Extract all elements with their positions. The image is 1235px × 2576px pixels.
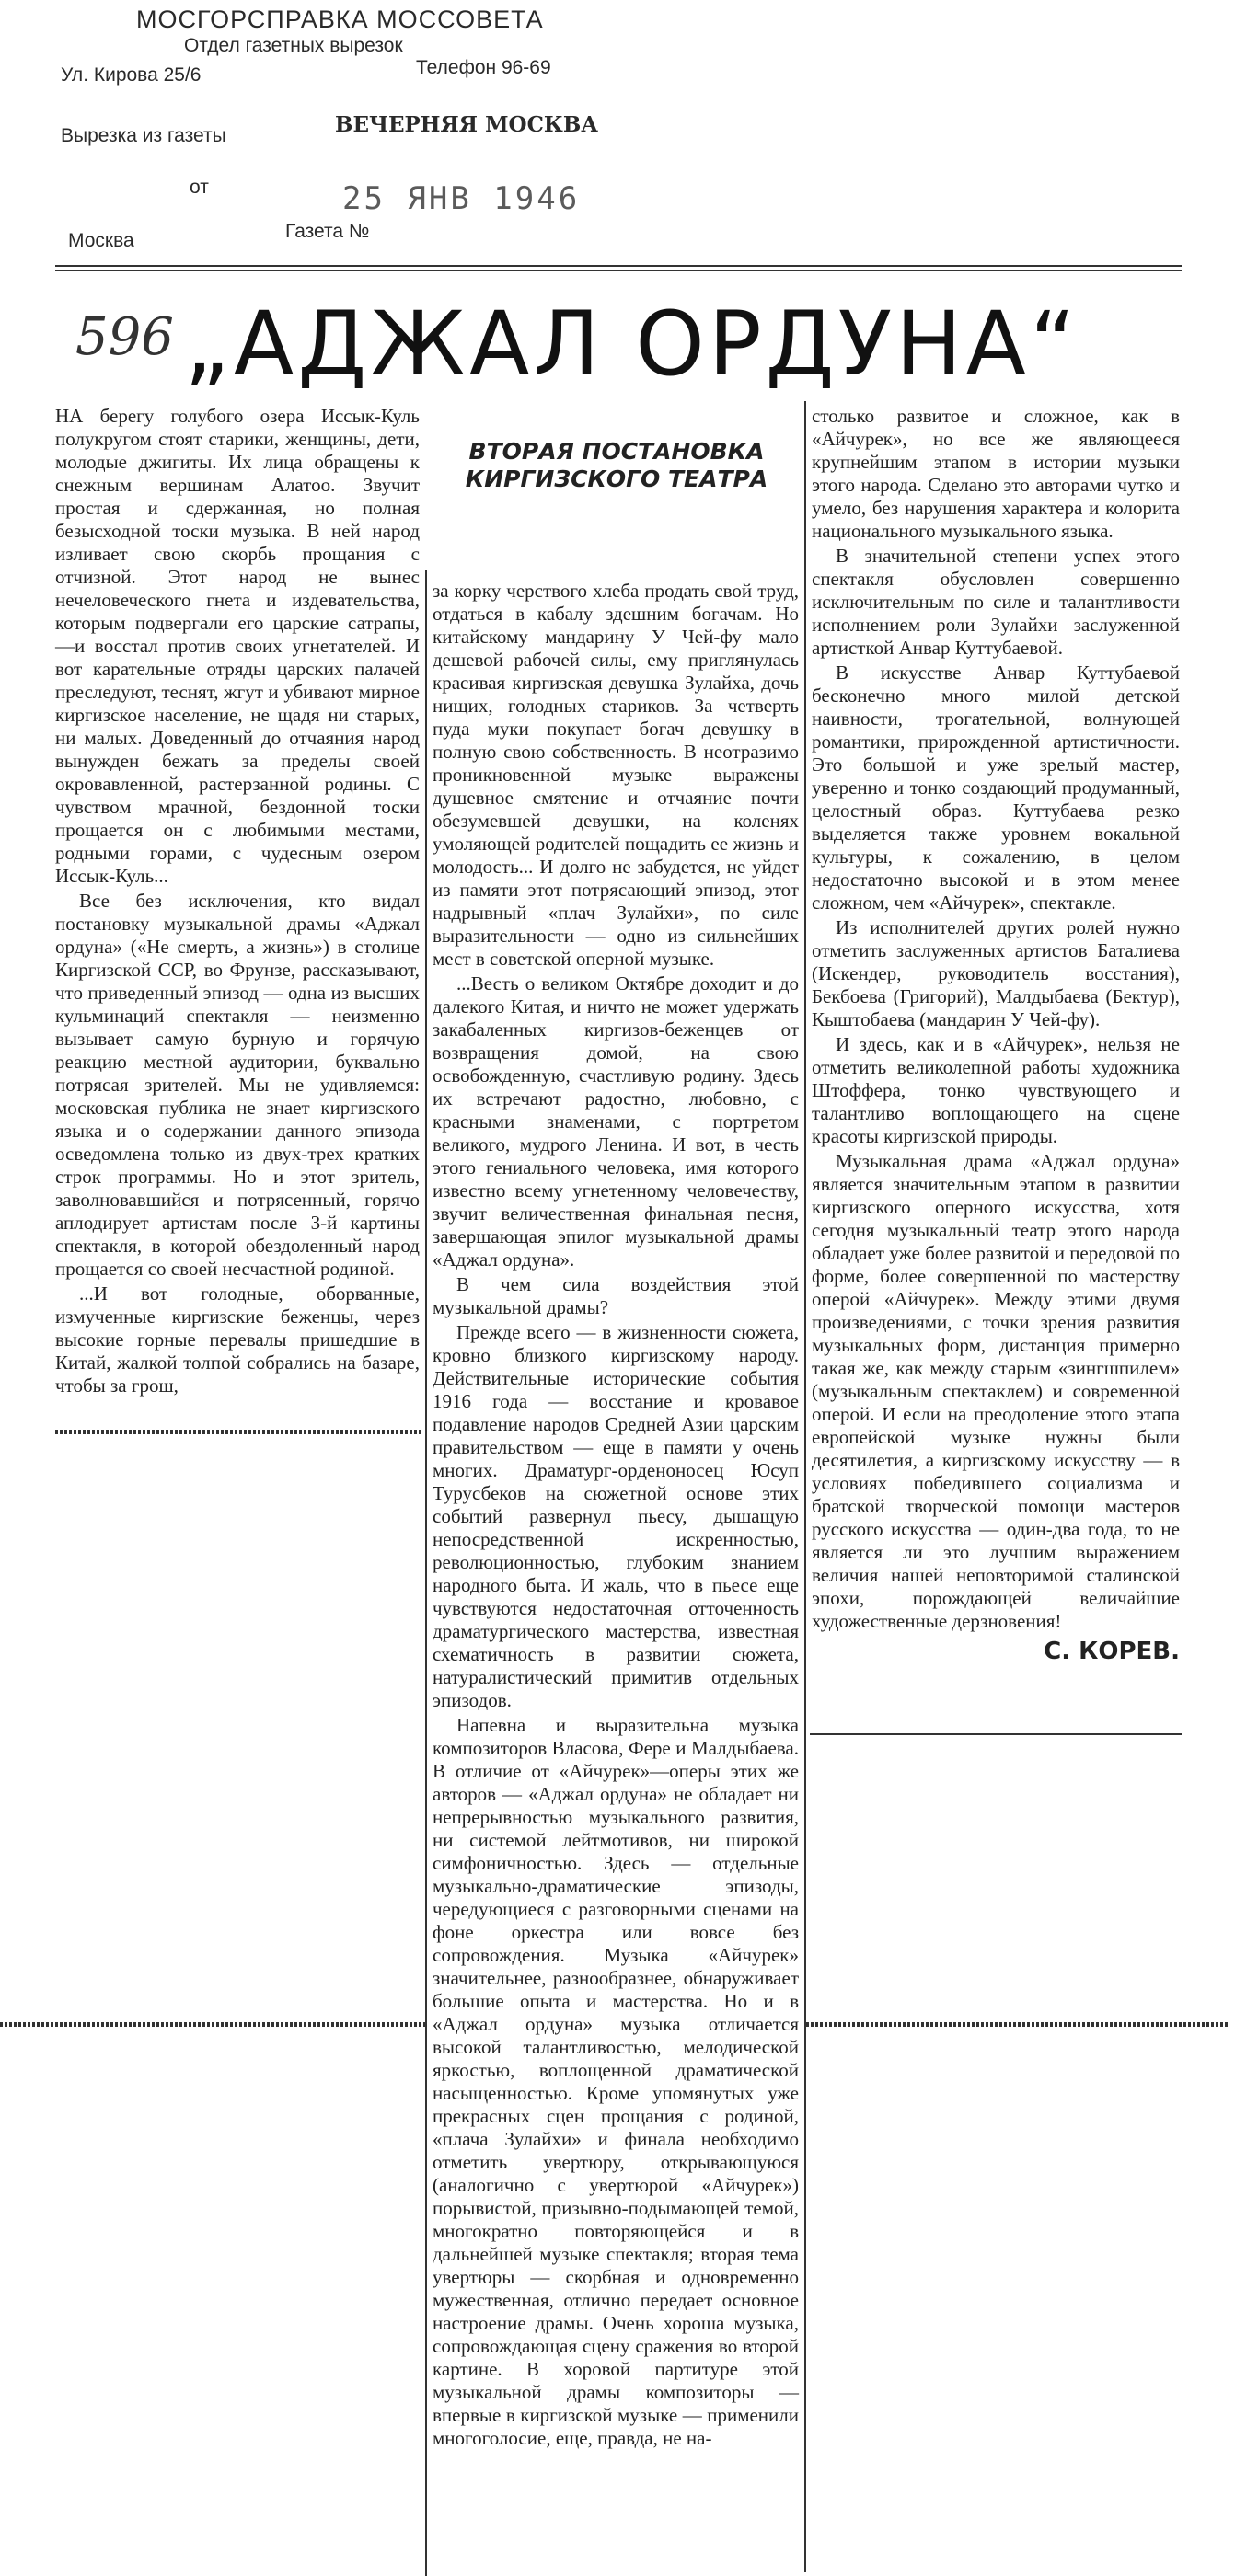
handwritten-number: 596 [75,307,174,367]
cut-from-label: Вырезка из газеты [61,125,226,146]
paragraph: столько развитое и сложное, как в «Айчурек», но все же являющееся крупнейшим этапом в истории музыки этого народа. Сделано это авторами чутко и умело, без нарушения характера и колорита национального музыкального языка. [812,405,1180,542]
page-edge-dots-right [806,2022,1229,2027]
paragraph: Из исполнителей других ролей нужно отметить заслуженных артистов Баталиева (Искендер, руководитель восстания), Бекбоева (Григорий), Малдыбаева (Бектур), Кыштобаева (мандарин У Чей-фу). [812,916,1180,1030]
bureau-phone: Телефон 96-69 [416,57,551,78]
article-column-3 [812,405,1180,1663]
article-title: „АДЖАЛ ОРДУНА“ [184,293,1079,396]
header-rule-2 [55,270,1182,271]
column-rule-right [804,401,806,2572]
city-label: Москва [68,230,134,251]
from-label: от [190,177,209,198]
issue-label: Газета № [285,221,370,242]
paragraph: ...И вот голодные, оборванные, измученные киргизские беженцы, через высокие горные перевалы пришедшие в Китай, жалкой толпой собрались на базаре, чтобы за грош, [55,1282,420,1397]
author-signature: С. КОРЕВ. [1044,1638,1180,1665]
page-edge-dots [0,2022,425,2027]
paragraph: Напевна и выразительна музыка композиторов Власова, Фере и Малдыбаева. В отличие от «Айчурек»—оперы этих же авторов — «Аджал ордуна» не обладает ни непрерывностью музыкального развития, ни системой лейтмотивов, ни широкой симфоничностью. Здесь — отдельные музыкально-драматические эпизоды, чередующиеся с разговорными сценами на фоне оркестра или вовсе без сопровождения. Музыка «Айчурек» значительнее, разнообразнее, обнаруживает большие опыта и мастерства. Но и в «Аджал ордуна» музыка отличается высокой талантливостью, мелодической яркостью, воплощенной драматической насыщенностью. Кроме упомянутых уже прекрасных сцен прощания с родиной, «плача Зулайхи» и финала необходимо отметить увертюру, открывающуюся (аналогично с увертюрой «Айчурек») порывистой, призывно-подымающей темой, многократно повторяющейся и в дальнейшей музыке спектакля; вторая тема увертюры — скорбная и одновременно мужественная, отлично передает основное настроение драмы. Очень хороша музыка, сопровождающая сцену сражения во второй картине. В хоровой партитуре этой музыкальной драмы композиторы — впервые в киргизской музыке — применили многоголосие, еще, правда, не на- [433,1714,799,2449]
paragraph: В искусстве Анвар Куттубаевой бесконечно много милой детской наивности, трогательной, волнующей романтики, прирожденной артистичности. Это большой и уже зрелый мастер, уверенно и тонко создающий продуманный, целостный образ. Куттубаева резко выделяется также уровнем вокальной культуры, к сожалению, в целом недостаточно высокой и в этом менее сложном, чем «Айчурек», спектакле. [812,661,1180,914]
agency-name: МОСГОРСПРАВКА МОССОВЕТА [136,6,544,33]
paragraph: Прежде всего — в жизненности сюжета, кровно близкого киргизскому народу. Действительные исторические события 1916 года — восстание и кровавое подавление народов Средней Азии царским правительством — еще в памяти у очень многих. Драматург-орденоносец Юсуп Турусбеков на сюжетной основе этих событий развернул пьесу, дышащую непосредственной искренностью, революционностью, глубоким знанием народного быта. И жаль, что в пьесе еще чувствуются недостаточная отточенность драматургического мастерства, известная схематичность в развитии сюжета, натуралистический примитив отдельных эпизодов. [433,1321,799,1711]
article-column-1 [55,405,420,1397]
paragraph: Все без исключения, кто видал постановку музыкальной драмы «Аджал ордуна» («Не смерть, а жизнь») в столице Киргизской ССР, во Фрунзе, рассказывают, что приведенный эпизод — одна из высших кульминаций спектакля — неизменно вызывает самую бурную и горячую реакцию местной аудитории, буквально потрясая зрителей. Мы не удивляемся: московская публика не знает киргизского языка и о содержании данного эпизода осведомлена только из двух-трех кратких строк программы. Но и этот зритель, заволновавшийся и потрясенный, горячо аплодирует артистам после 3-й картины спектакля, в которой обездоленный народ прощается со своей несчастной родиной. [55,890,420,1280]
date-stamp: 25 ЯНВ 1946 [342,180,581,217]
department-name: Отдел газетных вырезок [184,35,403,56]
bureau-address: Ул. Кирова 25/6 [61,64,202,86]
paragraph: за корку черствого хлеба продать свой труд, отдаться в кабалу здешним богачам. Но китайскому мандарину У Чей-фу мало дешевой рабочей силы, ему приглянулась красивая киргизская девушка Зулайха, дочь нищих, голодных стариков. За четверть пуда муки покупает богач девушку в полную свою собственность. В неотразимо проникновенной музыке выражены душевное смятение и отчаяние почти обезумевшей девушки, на коленях умоляющей родителей пощадить ее жизнь и молодость... И долго не забудется, не уйдет из памяти этот потрясающий эпизод, этот надрывный «плач Зулайхи», по силе выразительности — одно из сильнейших мест в советской оперной музыке. [433,580,799,970]
paragraph: И здесь, как и в «Айчурек», нельзя не отметить великолепной работы художника Штоффера, тонко чувствующего и талантливо воплощающего на сцене красоты киргизской природы. [812,1033,1180,1147]
paragraph: Музыкальная драма «Аджал ордуна» является значительным этапом в развитии киргизского оперного искусства, хотя сегодня музыкальный театр этого народа обладает уже более развитой и передовой по форме, более совершенной по мастерству оперой «Айчурек». Между этими двумя произведениями, с точки зрения развития музыкальных форм, дистанция примерно такая же, как между старым «зингшпилем» (музыкальным спектаклем) и современной оперой. И если на преодоление этого этапа европейской музыке нужны были десятилетия, а киргизскому искусству — в условиях победившего социализма и братской творческой помощи мастеров русского искусства — один-два года, то не является ли это лучшим выражением величия нашей неповторимой сталинской эпохи, порождающей величайшие художественные дерзновения! [812,1150,1180,1632]
column-3-end-rule [810,1733,1182,1735]
article-column-2 [433,580,799,2450]
column-rule-left [425,570,427,2576]
article-subtitle: ВТОРАЯ ПОСТАНОВКА КИРГИЗСКОГО ТЕАТРА [465,438,768,492]
paragraph: ...Весть о великом Октябре доходит и до далекого Китая, и ничто не может удержать закабаленных киргизов-беженцев от возвращения домой, на свою освобожденную, счастливую родину. Здесь их встречают радостно, любовно, с красными знаменами, с портретом великого, мудрого Ленина. И вот, в честь этого гениального человека, имя которого известно всему угнетенному человечеству, звучит величественная финальная песня, завершающая эпилог музыкальной драмы «Аджал ордуна». [433,972,799,1271]
header-rule [55,265,1182,267]
paragraph: В чем сила воздействия этой музыкальной драмы? [433,1273,799,1318]
newspaper-name: ВЕЧЕРНЯЯ МОСКВА [335,112,598,137]
column-end-dots-left [55,1430,423,1434]
paragraph: В значительной степени успех этого спектакля обусловлен совершенно исключительным по силе и талантливости исполнением роли Зулайхи заслуженной артисткой Анвар Куттубаевой. [812,545,1180,659]
paragraph: НА берегу голубого озера Иссык-Куль полукругом стоят старики, женщины, дети, молодые джигиты. Их лица обращены к снежным вершинам Алатоо. Звучит простая и сдержанная, но полная безысходной тоски музыка. В ней народ изливает свою скорбь прощания с отчизной. Этот народ не вынес нечеловеческого гнета и издевательства, которым подвергали его царские сатрапы,—и восстал против своих угнетателей. И вот карательные отряды царских палачей преследуют, теснят, жгут и убивают мирное киргизское население, не щадя ни старых, ни малых. Доведенный до отчаяния народ вынужден бежать за пределы своей окровавленной, растерзанной родины. С чувством мрачной, бездонной тоски прощается он с любимыми местами, родными горами, с чудесным озером Иссык-Куль... [55,405,420,887]
